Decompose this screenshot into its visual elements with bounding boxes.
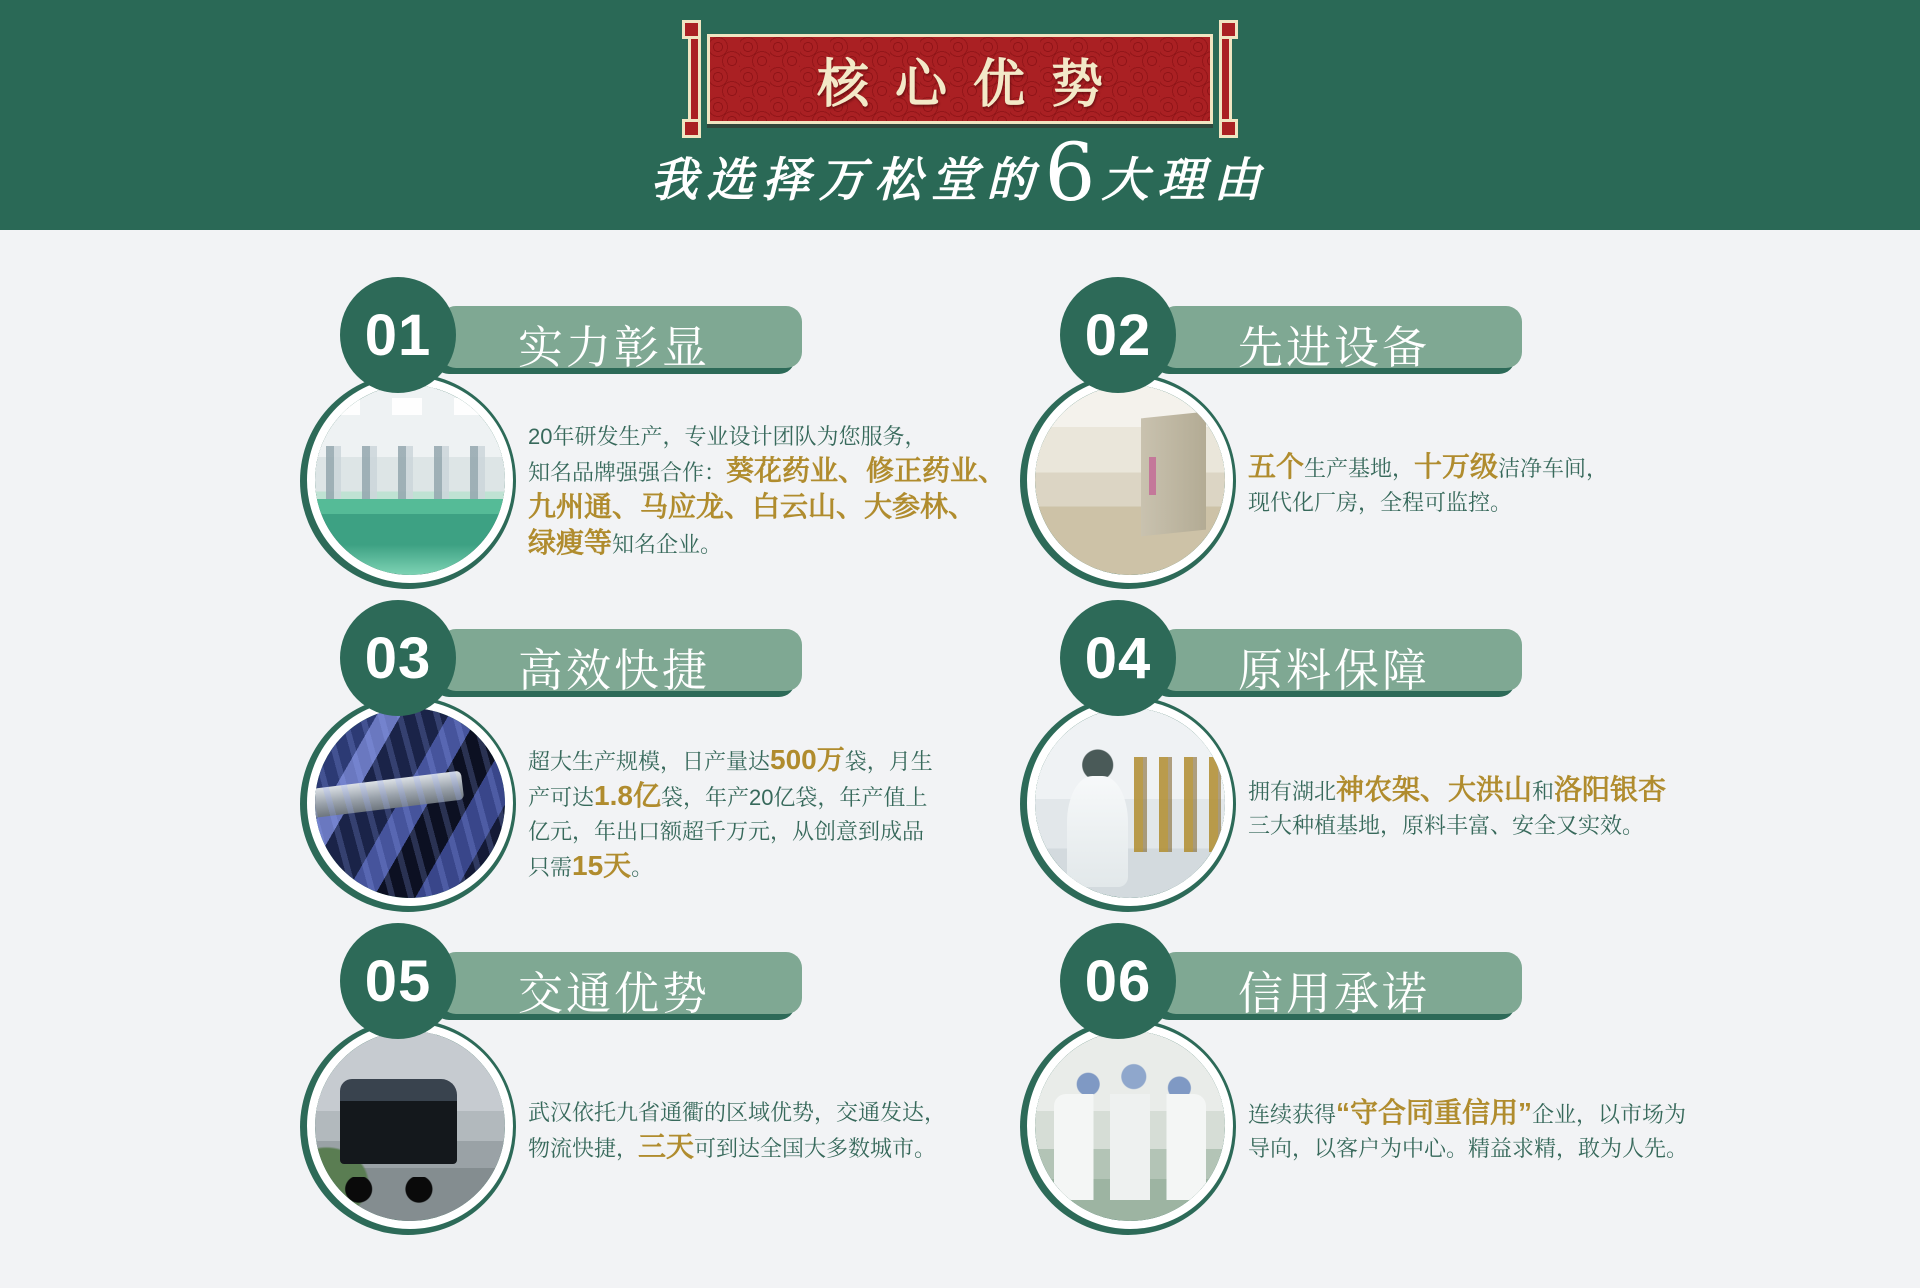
item-number-badge [1060, 923, 1176, 1039]
header-band [0, 0, 1920, 230]
badge-title: 核心优势 [816, 55, 1129, 114]
description-line: 物流快捷，三天可到达全国大多数城市。 [528, 1131, 937, 1162]
item-number: 06 [1084, 948, 1152, 1014]
item-title-pill [1153, 635, 1515, 697]
item-title: 信用承诺 [1237, 967, 1430, 1019]
item-description [528, 420, 1014, 562]
subtitle [0, 126, 1920, 219]
item-title-pill [433, 958, 795, 1020]
item-number-badge [1060, 600, 1176, 716]
item-number: 05 [364, 948, 432, 1014]
factory-corridor-photo [1035, 385, 1225, 575]
packaging-machines-photo [315, 708, 505, 898]
item-title: 交通优势 [517, 967, 710, 1019]
item-title-pill [1153, 312, 1515, 374]
item-title-pill [433, 312, 795, 374]
item-description [528, 1096, 1014, 1166]
item-photo-ring [300, 373, 516, 589]
item-number: 03 [364, 625, 432, 691]
item-photo-ring [1020, 1019, 1236, 1235]
description-line: 只需15天。 [528, 850, 654, 881]
description-line: 产可达1.8亿袋，年产20亿袋，年产值上 [528, 780, 928, 811]
item-title-pill [1153, 958, 1515, 1020]
item-number-badge [340, 600, 456, 716]
item-description [1248, 450, 1734, 520]
core-advantages-badge [707, 34, 1213, 124]
advantage-item [300, 249, 1060, 569]
cleanroom-production-photo [315, 385, 505, 575]
advantage-item [1020, 572, 1780, 892]
subtitle-suffix: 大理由 [1101, 152, 1270, 206]
description-line: 超大生产规模，日产量达500万袋，月生 [528, 744, 933, 775]
advantages-grid [0, 230, 1920, 1288]
logistics-truck-photo [315, 1031, 505, 1221]
advantage-item [300, 895, 1060, 1215]
badge-ornament-left [688, 28, 701, 130]
item-number: 02 [1084, 302, 1152, 368]
description-line: 亿元，年出口额超千万元，从创意到成品 [528, 819, 925, 844]
description-line: 九州通、马应龙、白云山、大参林、 [528, 491, 977, 522]
description-line: 绿瘦等知名企业。 [528, 527, 723, 558]
item-number: 04 [1084, 625, 1152, 691]
item-title: 实力彰显 [517, 321, 710, 373]
description-line: 连续获得“守合同重信用”企业，以市场为 [1248, 1097, 1687, 1128]
badge-ornament-right [1219, 28, 1232, 130]
item-photo-ring [300, 1019, 516, 1235]
description-line: 武汉依托九省通衢的区域优势，交通发达， [528, 1100, 947, 1125]
item-description [528, 743, 1014, 885]
item-description [1248, 773, 1734, 843]
description-line: 20年研发生产，专业设计团队为您服务， [528, 424, 927, 449]
workshop-staff-photo [1035, 1031, 1225, 1221]
item-number-badge [1060, 277, 1176, 393]
description-line: 三大种植基地，原料丰富、安全又实效。 [1248, 813, 1645, 838]
item-title: 先进设备 [1237, 321, 1430, 373]
advantage-item [300, 572, 1060, 892]
item-number: 01 [364, 302, 432, 368]
description-line: 五个生产基地，十万级洁净车间， [1248, 451, 1609, 482]
item-description [1248, 1096, 1734, 1166]
description-line: 导向，以客户为中心。精益求精，敢为人先。 [1248, 1136, 1689, 1161]
item-photo-ring [1020, 696, 1236, 912]
herb-laboratory-photo [1035, 708, 1225, 898]
item-title: 高效快捷 [517, 644, 710, 696]
subtitle-big-number: 6 [1044, 126, 1096, 219]
item-title: 原料保障 [1237, 644, 1430, 696]
subtitle-prefix: 我选择万松堂的 [650, 152, 1043, 206]
description-line: 现代化厂房，全程可监控。 [1248, 490, 1513, 515]
item-number-badge [340, 277, 456, 393]
advantage-item [1020, 249, 1780, 569]
description-line: 拥有湖北神农架、大洪山和洛阳银杏 [1248, 774, 1667, 805]
item-number-badge [340, 923, 456, 1039]
item-title-pill [433, 635, 795, 697]
advantage-item [1020, 895, 1780, 1215]
description-line: 知名品牌强强合作：葵花药业、修正药业、 [528, 455, 1007, 486]
item-photo-ring [300, 696, 516, 912]
item-photo-ring [1020, 373, 1236, 589]
